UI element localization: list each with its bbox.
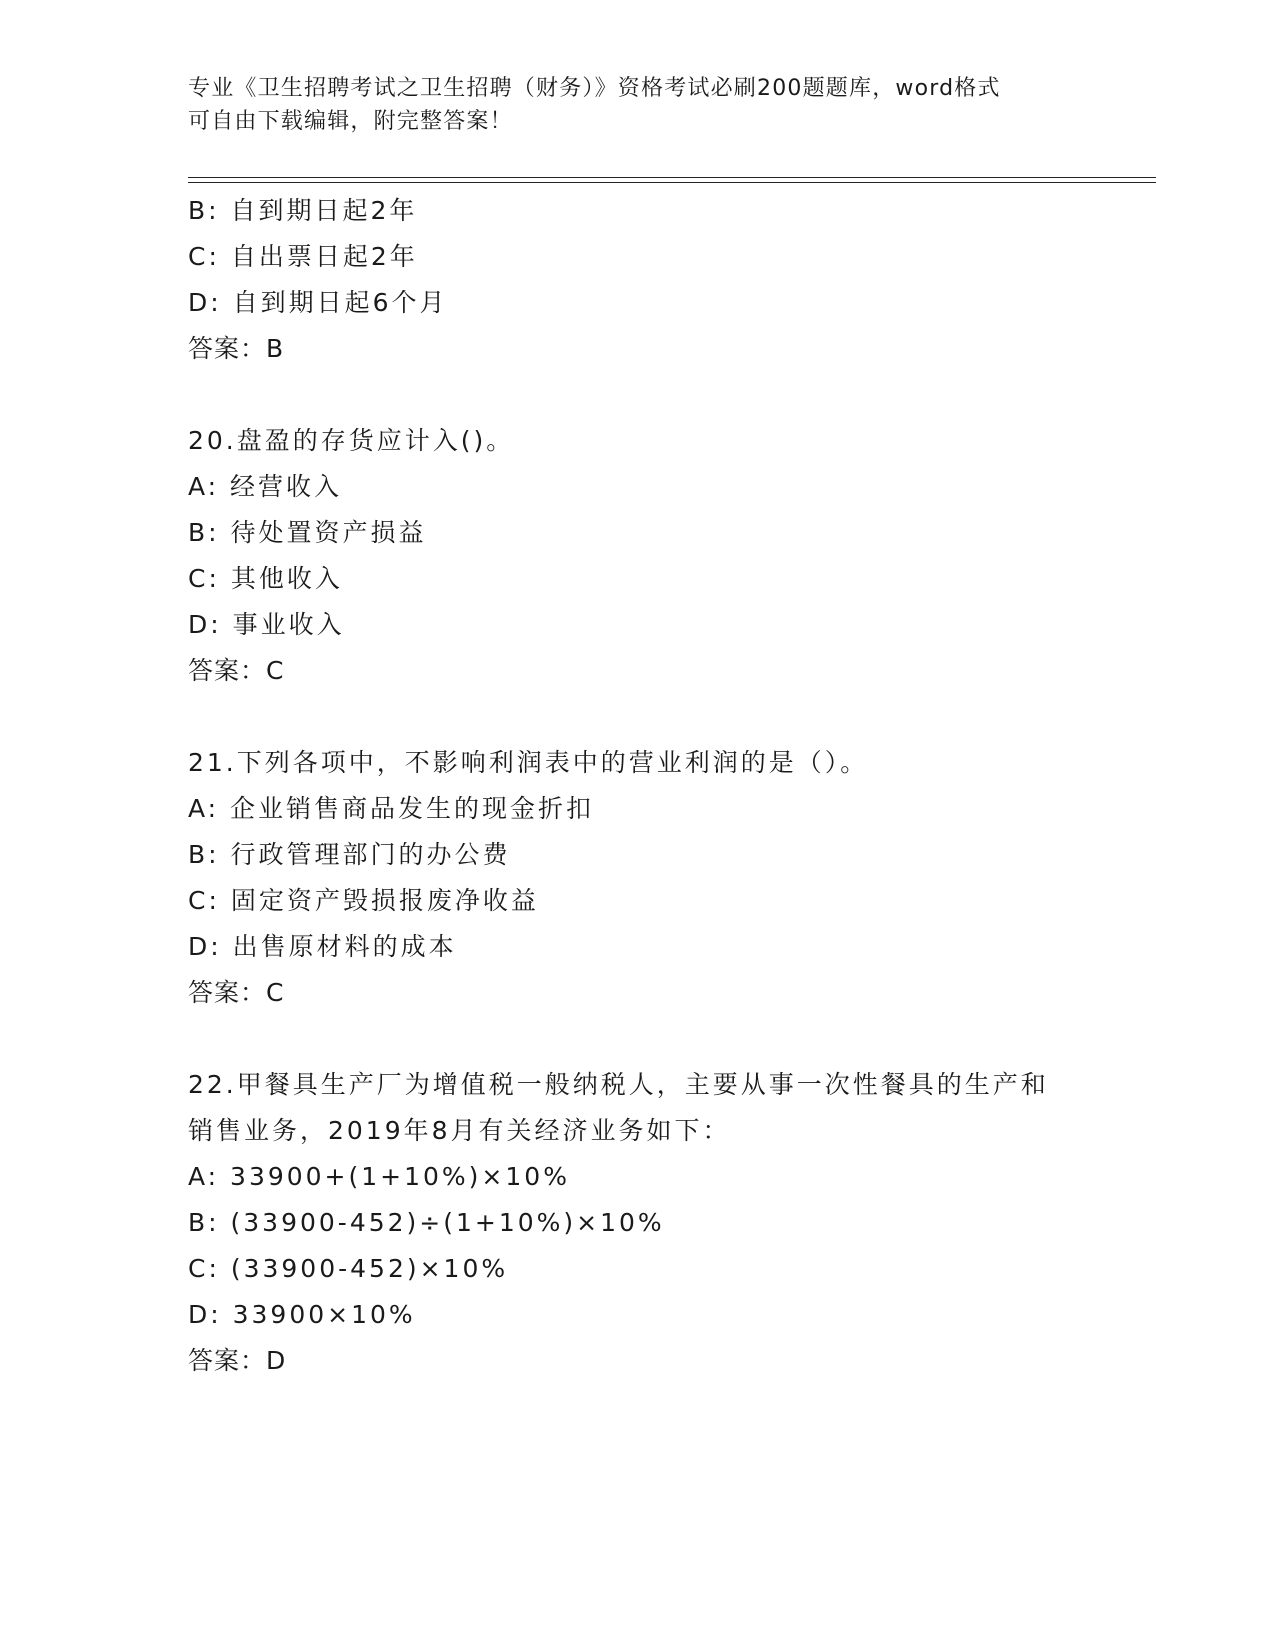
option-a: A: 企业销售商品发生的现金折扣 [188, 794, 595, 823]
block-spacer [188, 372, 1108, 418]
block-spacer [188, 694, 1108, 740]
answer-line: 答案：C [188, 978, 285, 1007]
question-block-19 [188, 188, 1108, 372]
header-divider-bottom [188, 182, 1156, 183]
header-divider-top [188, 177, 1156, 178]
option-d: D: 33900×10% [188, 1300, 416, 1329]
question-text-line-2: 销售业务，2019年8月有关经济业务如下： [188, 1116, 731, 1145]
block-spacer [188, 1016, 1108, 1062]
option-b: B: 待处置资产损益 [188, 518, 427, 547]
header-line-1: 专业《卫生招聘考试之卫生招聘（财务）》资格考试必刷200题题库，word格式 [188, 76, 1001, 101]
option-c: C: 固定资产毁损报废净收益 [188, 886, 539, 915]
question-list [188, 188, 1108, 1384]
document-header [188, 72, 1088, 138]
option-b: B: (33900-452)÷(1+10%)×10% [188, 1208, 665, 1237]
answer-line: 答案：C [188, 656, 285, 685]
option-c: C: 其他收入 [188, 564, 343, 593]
question-block-20 [188, 418, 1108, 694]
option-d: D: 出售原材料的成本 [188, 932, 457, 961]
option-d: D: 自到期日起6个月 [188, 288, 448, 317]
question-text: 21.下列各项中，不影响利润表中的营业利润的是（）。 [188, 748, 869, 777]
header-line-2: 可自由下载编辑，附完整答案！ [188, 109, 513, 134]
question-block-22 [188, 1062, 1108, 1384]
option-a: A: 经营收入 [188, 472, 343, 501]
answer-line: 答案：B [188, 334, 285, 363]
option-d: D: 事业收入 [188, 610, 345, 639]
answer-line: 答案：D [188, 1346, 287, 1375]
question-text-line-1: 22.甲餐具生产厂为增值税一般纳税人，主要从事一次性餐具的生产和 [188, 1070, 1049, 1099]
question-text: 20.盘盈的存货应计入()。 [188, 426, 515, 455]
option-a: A: 33900+(1+10%)×10% [188, 1162, 570, 1191]
option-b: B: 行政管理部门的办公费 [188, 840, 511, 869]
option-c: C: (33900-452)×10% [188, 1254, 509, 1283]
option-c: C: 自出票日起2年 [188, 242, 418, 271]
question-block-21 [188, 740, 1108, 1016]
option-b: B: 自到期日起2年 [188, 196, 418, 225]
